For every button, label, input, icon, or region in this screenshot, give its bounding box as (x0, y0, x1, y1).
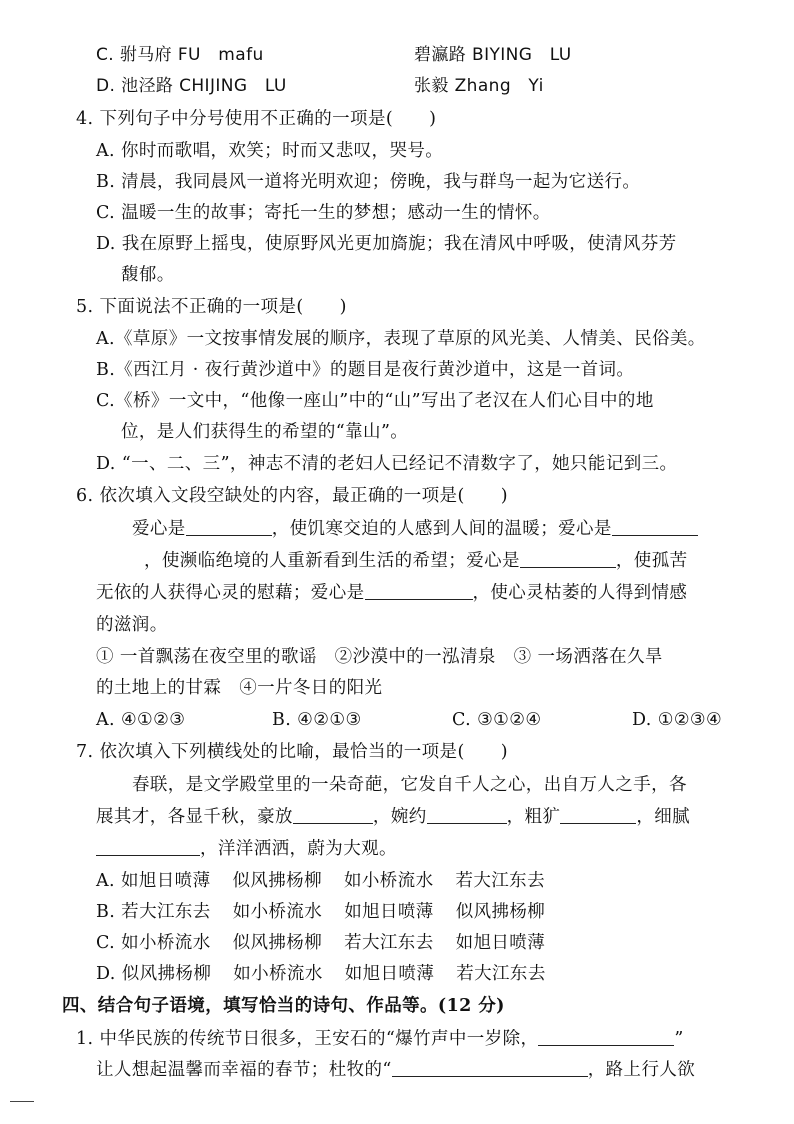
q6-option-a: A. ④①②③ (96, 710, 186, 730)
q7-option-b: B. 若大江东去 如小桥流水 如旭日喷薄 似风拂杨柳 (96, 902, 546, 922)
q7-option-a: A. 如旭日喷薄 似风拂杨柳 如小桥流水 若大江东去 (96, 871, 545, 891)
q5-option-a: A.《草原》一文按事情发展的顺序，表现了草原的风光美、人情美、民俗美。 (96, 329, 706, 349)
fill-blank-continued[interactable] (96, 549, 144, 568)
q4-option-c: C. 温暖一生的故事；寄托一生的梦想；感动一生的情怀。 (96, 203, 551, 223)
fill-blank[interactable] (392, 1058, 588, 1077)
q6-items-line1: ① 一首飘荡在夜空里的歌谣 ②沙漠中的一泓清泉 ③ 一场洒落在久旱 (96, 647, 663, 667)
q3-option-c-left: C. 驸马府 FU mafu (96, 45, 264, 65)
q5-option-b: B.《西江月 · 夜行黄沙道中》的题目是夜行黄沙道中，这是一首词。 (96, 360, 635, 380)
fill-blank[interactable] (427, 805, 507, 824)
q6-stem: 6. 依次填入文段空缺处的内容，最正确的一项是( ) (76, 486, 508, 506)
q7-passage-line2: 展其才，各显千秋，豪放 ，婉约 ，粗犷 ，细腻 (96, 807, 691, 827)
section-4-heading: 四、结合句子语境，填写恰当的诗句、作品等。(12 分) (62, 996, 505, 1016)
q6-passage-line4: 的滋润。 (96, 615, 168, 635)
q6-items-line2: 的土地上的甘霖 ④一片冬日的阳光 (96, 678, 383, 698)
q6-passage-line2: ，使濒临绝境的人重新看到生活的希望；爱心是 ，使孤苦 (96, 549, 688, 573)
q5-option-c-cont: 位，是人们获得生的希望的“靠山”。 (121, 422, 409, 442)
q5-option-d: D. “一、二、三”，神志不清的老妇人已经记不清数字了，她只能记到三。 (96, 454, 678, 474)
fill-blank[interactable] (293, 805, 373, 824)
q4-option-a: A. 你时而歌唱，欢笑；时而又悲叹，哭号。 (96, 141, 444, 161)
q5-stem: 5. 下面说法不正确的一项是( ) (76, 297, 347, 317)
fill-blank[interactable] (96, 837, 200, 856)
fill-blank[interactable] (365, 581, 473, 600)
s4-q1-line1: 1. 中华民族的传统节日很多，王安石的“爆竹声中一岁除， ” (76, 1029, 684, 1049)
fill-blank[interactable] (186, 517, 272, 536)
q5-option-c: C.《桥》一文中，“他像一座山”中的“山”写出了老汉在人们心目中的地 (96, 391, 654, 411)
q6-passage-line3: 无依的人获得心灵的慰藉；爱心是 ，使心灵枯萎的人得到情感 (96, 583, 688, 603)
q7-stem: 7. 依次填入下列横线处的比喻，最恰当的一项是( ) (76, 742, 508, 762)
q6-passage-line1: 爱心是 ，使饥寒交迫的人感到人间的温暖；爱心是 (132, 517, 698, 541)
fill-blank[interactable] (538, 1027, 674, 1046)
q3-option-c-right: 碧瀛路 BIYING LU (414, 45, 572, 65)
fill-blank[interactable] (612, 517, 698, 536)
fill-blank[interactable] (520, 549, 616, 568)
q7-option-c: C. 如小桥流水 似风拂杨柳 若大江东去 如旭日喷薄 (96, 933, 546, 953)
q4-option-d-cont: 馥郁。 (121, 265, 175, 285)
q3-option-c (96, 43, 264, 67)
q3-option-d: D. 池泾路 CHIJING LU (96, 76, 287, 96)
fill-blank[interactable] (560, 805, 636, 824)
q4-option-d: D. 我在原野上摇曳，使原野风光更加旖旎；我在清风中呼吸，使清风芬芳 (96, 234, 677, 254)
q6-option-d: D. ①②③④ (632, 710, 723, 730)
q6-option-b: B. ④②①③ (272, 710, 362, 730)
q4-option-b: B. 清晨，我同晨风一道将光明欢迎；傍晚，我与群鸟一起为它送行。 (96, 172, 641, 192)
q4-stem: 4. 下列句子中分号使用不正确的一项是( ) (76, 109, 437, 129)
q7-option-d: D. 似风拂杨柳 如小桥流水 如旭日喷薄 若大江东去 (96, 964, 546, 984)
q7-passage-line1: 春联，是文学殿堂里的一朵奇葩，它发自千人之心，出自万人之手，各 (132, 775, 687, 795)
q6-option-c: C. ③①②④ (452, 710, 542, 730)
page-edge-mark (10, 1101, 34, 1102)
q3-option-d-right: 张毅 Zhang Yi (414, 76, 544, 96)
s4-q1-line2: 让人想起温馨而幸福的春节；杜牧的“ ，路上行人欲 (96, 1060, 696, 1080)
q7-passage-line3: ，洋洋洒洒，蔚为大观。 (96, 837, 397, 861)
